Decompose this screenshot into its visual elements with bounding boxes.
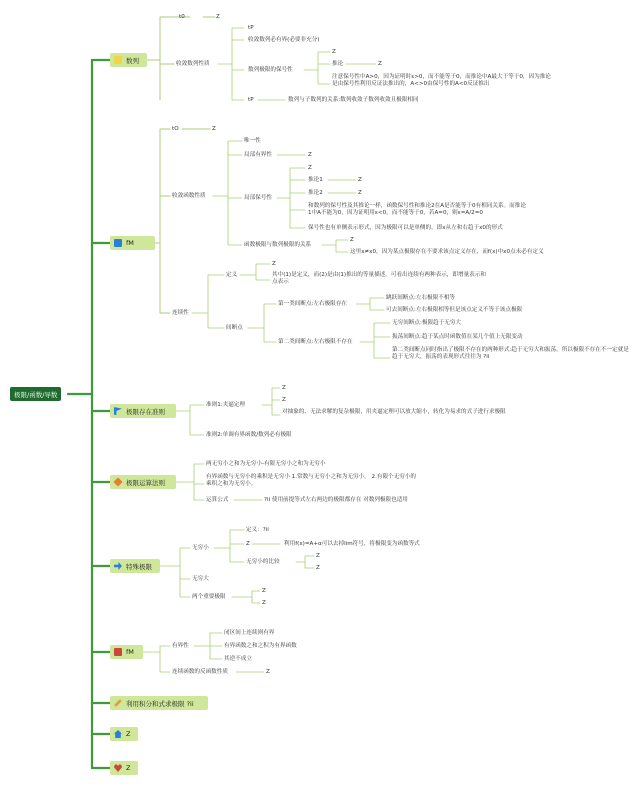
- s1-a7: 注意保号性中A>0，因为证明时ε>0，而不能等于0，而推论中A最大于等于0，因为推论是由保号性利用反证法推出的，A<>0由保号性的A<0反证推出: [332, 74, 551, 87]
- blue-arrow-icon: [114, 562, 122, 570]
- s2-b2: 局部有界性: [244, 152, 272, 158]
- blue-flag-icon: [114, 407, 122, 415]
- s2-b9: Z: [358, 190, 362, 196]
- topic-limit-existence[interactable]: [110, 404, 176, 418]
- topic-label: 极限存在准则: [126, 407, 165, 416]
- s2-c9: 无穷间断点:极限趋于无穷大: [392, 320, 462, 326]
- s6-g2: 闭区间上连续则有界: [224, 630, 275, 636]
- s2-c6: 跳跃间断点:左右极限不相等: [386, 295, 456, 301]
- s2-c7: 可去间断点:左右极限相等但是该点定义不等于该点极限: [386, 307, 523, 313]
- s1-t2: Z: [216, 14, 220, 20]
- s3-d5: 准则2:单调有界函数/数列必有极限: [206, 432, 292, 438]
- s2-c: 连续性: [172, 310, 189, 316]
- s4-e4: ?ii 使用前提等式左右两边的极限都存在 对数列极限也适用: [264, 497, 408, 503]
- trunk-branches: [92, 60, 110, 768]
- topic-label: 数列: [126, 56, 139, 65]
- topic-label: Z: [126, 730, 131, 738]
- s2-c11: 第二类间断点同时指出了极限不存在的两种形式:趋于无穷大和振荡，所以极限不存在不一定就是趋于无穷大，振荡的表现形式往往为 ?ii: [392, 347, 629, 360]
- topic-label: fM: [126, 648, 134, 656]
- topic-integral-limits[interactable]: [110, 696, 208, 710]
- s2-b6: 推论1: [308, 177, 323, 183]
- s2-c5: 第一类间断点:左右极限存在: [278, 301, 348, 307]
- s3-d1: 准则1:夹逼定理: [206, 402, 246, 408]
- s2-c1: 定义: [226, 272, 238, 278]
- orange-diamond-icon: [113, 477, 122, 486]
- heart-icon: [114, 764, 122, 772]
- s1-a8: tP: [248, 97, 254, 103]
- s5-f6: Z: [316, 553, 320, 559]
- s6-g3: 有界函数之和之积为有界函数: [224, 643, 297, 649]
- s5-f9: 两个重要极限: [192, 594, 226, 600]
- pencil-icon: [114, 699, 122, 707]
- topic-special-limits[interactable]: [110, 559, 160, 573]
- s5-f10: Z: [262, 588, 266, 594]
- topic-section-8[interactable]: [110, 727, 138, 741]
- topic-label: Z: [126, 764, 131, 772]
- s5-f3: Z: [246, 541, 250, 547]
- house-icon: [114, 730, 122, 738]
- s5-f7: Z: [316, 565, 320, 571]
- s5-f2: 定义：?ii: [246, 527, 269, 533]
- blue-square-icon: [114, 239, 122, 247]
- s2-b3: Z: [308, 152, 312, 158]
- s4-e1: 两无穷小之和为无穷小-有限无穷小之和为无穷小: [206, 461, 326, 467]
- root-label: 极限/函数/导数: [14, 390, 58, 399]
- s1-a5: 推论: [332, 61, 344, 67]
- s2-t2: Z: [212, 126, 216, 132]
- s2-b: 收敛函数性质: [172, 193, 206, 199]
- topic-label: 利用积分和式求极限 ?ii: [126, 699, 194, 708]
- s1-a6: Z: [378, 61, 382, 67]
- s5-f8: 无穷大: [192, 576, 209, 582]
- s5-f11: Z: [262, 600, 266, 606]
- s2-b14: 这里x≠x0，因为某点极限存在不要求该点定义存在，而f(x)中x0点未必有定义: [350, 249, 544, 255]
- yellow-square-icon: [114, 56, 122, 64]
- s2-b5: Z: [308, 165, 312, 171]
- s4-e3: 运算公式: [206, 497, 229, 503]
- s1-a: 收敛数列性质: [176, 61, 210, 67]
- s2-c3: 其中(1)是定义，而(2)是由(1)推出的等量描述。可看出连续有两种表示，即增量表示和点表示: [272, 272, 486, 285]
- s2-b4: 局部保号性: [244, 195, 272, 201]
- s5-f1: 无穷小: [192, 545, 209, 551]
- topic-section-9[interactable]: [110, 761, 138, 775]
- red-square-icon: [114, 648, 122, 656]
- s3-d4: 对抽象的、无法求解的复杂极限，用夹逼定理可以放大缩小，转化为易求的式子进行求极限: [282, 409, 506, 415]
- s2-b10: 和数列的保号性及其推论一样，函数保号性和推论2在A是否能等于0有相同关系。而推论1中A不能为0，因为证明用ε<0，而不能等于0，若A=0，则ε=A/2=0: [308, 203, 526, 216]
- trunk-line: [68, 60, 92, 768]
- s3-d3: Z: [282, 397, 286, 403]
- s2-b13: Z: [350, 237, 354, 243]
- s2-c4: 间断点: [226, 325, 243, 331]
- s5-f5: 无穷小的比较: [246, 559, 280, 565]
- s1-t1: t0: [179, 14, 185, 20]
- s1-a1: tP: [248, 25, 254, 31]
- s1-a4: Z: [332, 49, 336, 55]
- s2-b11: 保号性也有单侧表示形式，因为极限可以是单侧的，即x从左和右趋于x0的形式: [308, 225, 503, 231]
- s6-g4: 其逆不成立: [224, 656, 252, 662]
- s6-g5: 连续函数的反函数性质: [172, 669, 228, 675]
- topic-label: 极限运算法则: [126, 478, 165, 487]
- s2-b8: 推论2: [308, 190, 323, 196]
- s2-b1: 唯一性: [244, 138, 261, 144]
- s2-c2: Z: [272, 261, 276, 267]
- s1-a3: 数列极限的保号性: [248, 67, 293, 73]
- s6-g1: 有界性: [172, 643, 189, 649]
- root-node[interactable]: [10, 387, 61, 401]
- s6-g6: Z: [266, 669, 270, 675]
- s1-a9: 数列与子数列的关系:数列收敛子数列收敛且极限相同: [288, 97, 419, 103]
- topic-limit-operations[interactable]: [110, 475, 176, 489]
- s2-b12: 函数极限与数列极限的关系: [244, 242, 312, 248]
- s2-b7: Z: [358, 177, 362, 183]
- topic-label: 特殊极限: [126, 562, 152, 571]
- topic-label: fM: [126, 239, 134, 247]
- s2-t1: tO: [172, 126, 179, 132]
- topic-continuous-function[interactable]: [110, 645, 143, 659]
- topic-sequence[interactable]: [110, 53, 147, 67]
- s2-c8: 第二类间断点:左右极限不存在: [278, 339, 353, 345]
- s4-e2: 有界函数与无穷小的乘积是无穷小 1.常数与无穷小之和为无穷小。 2.有限个无穷小的乘积之和为无穷小。: [206, 474, 417, 487]
- s3-d2: Z: [282, 385, 286, 391]
- s5-f4: 利用f(x)=A+α可以去掉lim符号，将极限变为函数等式: [284, 541, 420, 547]
- s2-c10: 振荡间断点:趋于某点时函数值在某几个值上无限变动: [392, 334, 523, 340]
- topic-function[interactable]: [110, 236, 155, 250]
- s1-a2: 收敛数列必有界(必要非充分): [248, 37, 320, 43]
